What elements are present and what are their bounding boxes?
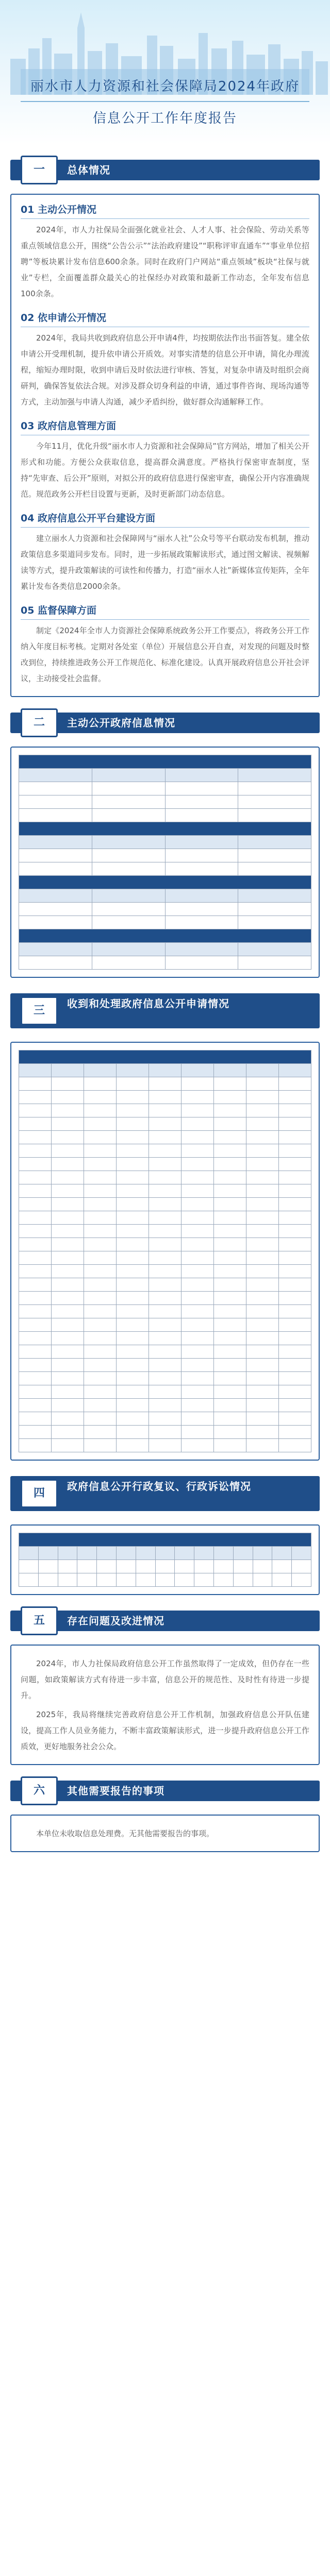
section-header-requests [0,987,330,1035]
problems-content [10,1645,320,1765]
subsection-info-management [21,418,309,502]
paragraph: 2024年，市人力社保局政府信息公开工作虽然取得了一定成效，但仍存在一些问题，如政策解读方式有待进一步丰富，信息公开的规范性、及时性有待进一步提升。 [21,1659,309,1700]
section-header-other-matters [0,1774,330,1807]
section-number: 三 [21,996,58,1025]
active-disclosure-table [10,747,320,978]
subsection-supervision [21,603,309,687]
requests-table [10,1042,320,1461]
subsection-title: 04 政府信息公开平台建设方面 [21,511,309,528]
section-title: 收到和处理政府信息公开申请情况 [67,997,229,1010]
review-litigation-table [10,1524,320,1595]
subsection-request-disclosure [21,310,309,410]
other-matters-content [10,1815,320,1852]
paragraph: 今年11月，优化升级“丽水市人力资源和社会保障局”官方网站，增加了相关公开形式和功能。方便公众获取信息，提高群众满意度。严格执行保密审查制度，坚持“先审查、后公开”原则，对拟公开的政府信息进行保密审查，确保公开内容准确规范。规范政务公开栏目设置与更新，及时更新部门动态信息。 [21,442,309,499]
paragraph: 2024年，市人力社保局全面强化就业社会、人才人事、社会保险、劳动关系等重点领域信息公开，围绕“公告公示”“法治政府建设”“职称评审直通车”“事业单位招聘”等板块累计发布信息600余条。同时在政府门户网站“重点领域”板块“社保与就业”专栏，全面覆盖群众最关心的社保经办对政策和最新工作动态，全年发布信息100余条。 [21,225,309,298]
subsection-title: 02 依申请公开情况 [21,310,309,327]
paragraph: 本单位未收取信息处理费。无其他需要报告的事项。 [36,1829,214,1838]
report-subtitle: 信息公开工作年度报告 [92,111,237,126]
paragraph: 2025年，我局将继续完善政府信息公开工作机制，加强政府信息公开队伍建设，提高工作人员业务能力，不断丰富政策解读形式，进一步提升政府信息公开工作质效，更好地服务社会公众。 [21,1710,309,1751]
subsection-title: 03 政府信息管理方面 [21,418,309,435]
paragraph: 2024年，我局共收到政府信息公开申请4件，均按期依法作出书面答复。建全依申请公开受理机制，提升依申请公开质效。对事实清楚的信息公开申请，简化办理流程，缩短办理时限，收到申请后及时依法进行审核、答复，对复杂申请及时组织会商研判，确保答复依法合规。对涉及群众切身利益的申请，通过事件咨询、现场沟通等方式，主动加强与申请人沟通，减少矛盾纠纷，做好群众沟通解释工作。 [21,333,309,406]
header-banner [0,0,330,144]
section-number: 二 [21,708,58,737]
subsection-title: 01 主动公开情况 [21,202,309,219]
section-number: 六 [21,1776,58,1805]
paragraph: 制定《2024年全市人力资源社会保障系统政务公开工作要点》，将政务公开工作纳入年度目标考核。定期对各处室（单位）开展信息公开自查，对发现的问题及时整改到位，持续推进政务公开工作规范化、标准化建设。认真开展政府信息公开社会评议，主动接受社会监督。 [21,626,309,683]
section-title: 总体情况 [67,164,110,176]
subsection-title: 05 监督保障方面 [21,603,309,620]
section-header-problems [0,1604,330,1637]
section-header-active-info [0,706,330,739]
section-title: 其他需要报告的事项 [67,1785,164,1797]
section-number: 五 [21,1606,58,1635]
section-title: 主动公开政府信息情况 [67,717,175,729]
section-header-review-litigation [0,1470,330,1517]
subsection-platform-building [21,511,309,595]
section-header-overview [0,154,330,187]
section-number: 一 [21,156,58,184]
section-title: 政府信息公开行政复议、行政诉讼情况 [67,1480,251,1493]
report-title: 丽水市人力资源和社会保障局2024年政府 [30,79,300,94]
section-title: 存在问题及改进情况 [67,1615,164,1627]
subsection-active-disclosure [21,202,309,302]
section-number: 四 [21,1479,58,1508]
paragraph: 建立丽水人力资源和社会保障网与“丽水人社”公众号等平台联动发布机制，推动政策信息多渠道同步发布。同时，进一步拓展政策解读形式，通过图文解读、视频解读等方式，提升政策解读的可读性和传播力，打造“丽水人社”新媒体宣传矩阵，全年累计发布各类信息2000余条。 [21,534,309,591]
overview-content [10,194,320,697]
